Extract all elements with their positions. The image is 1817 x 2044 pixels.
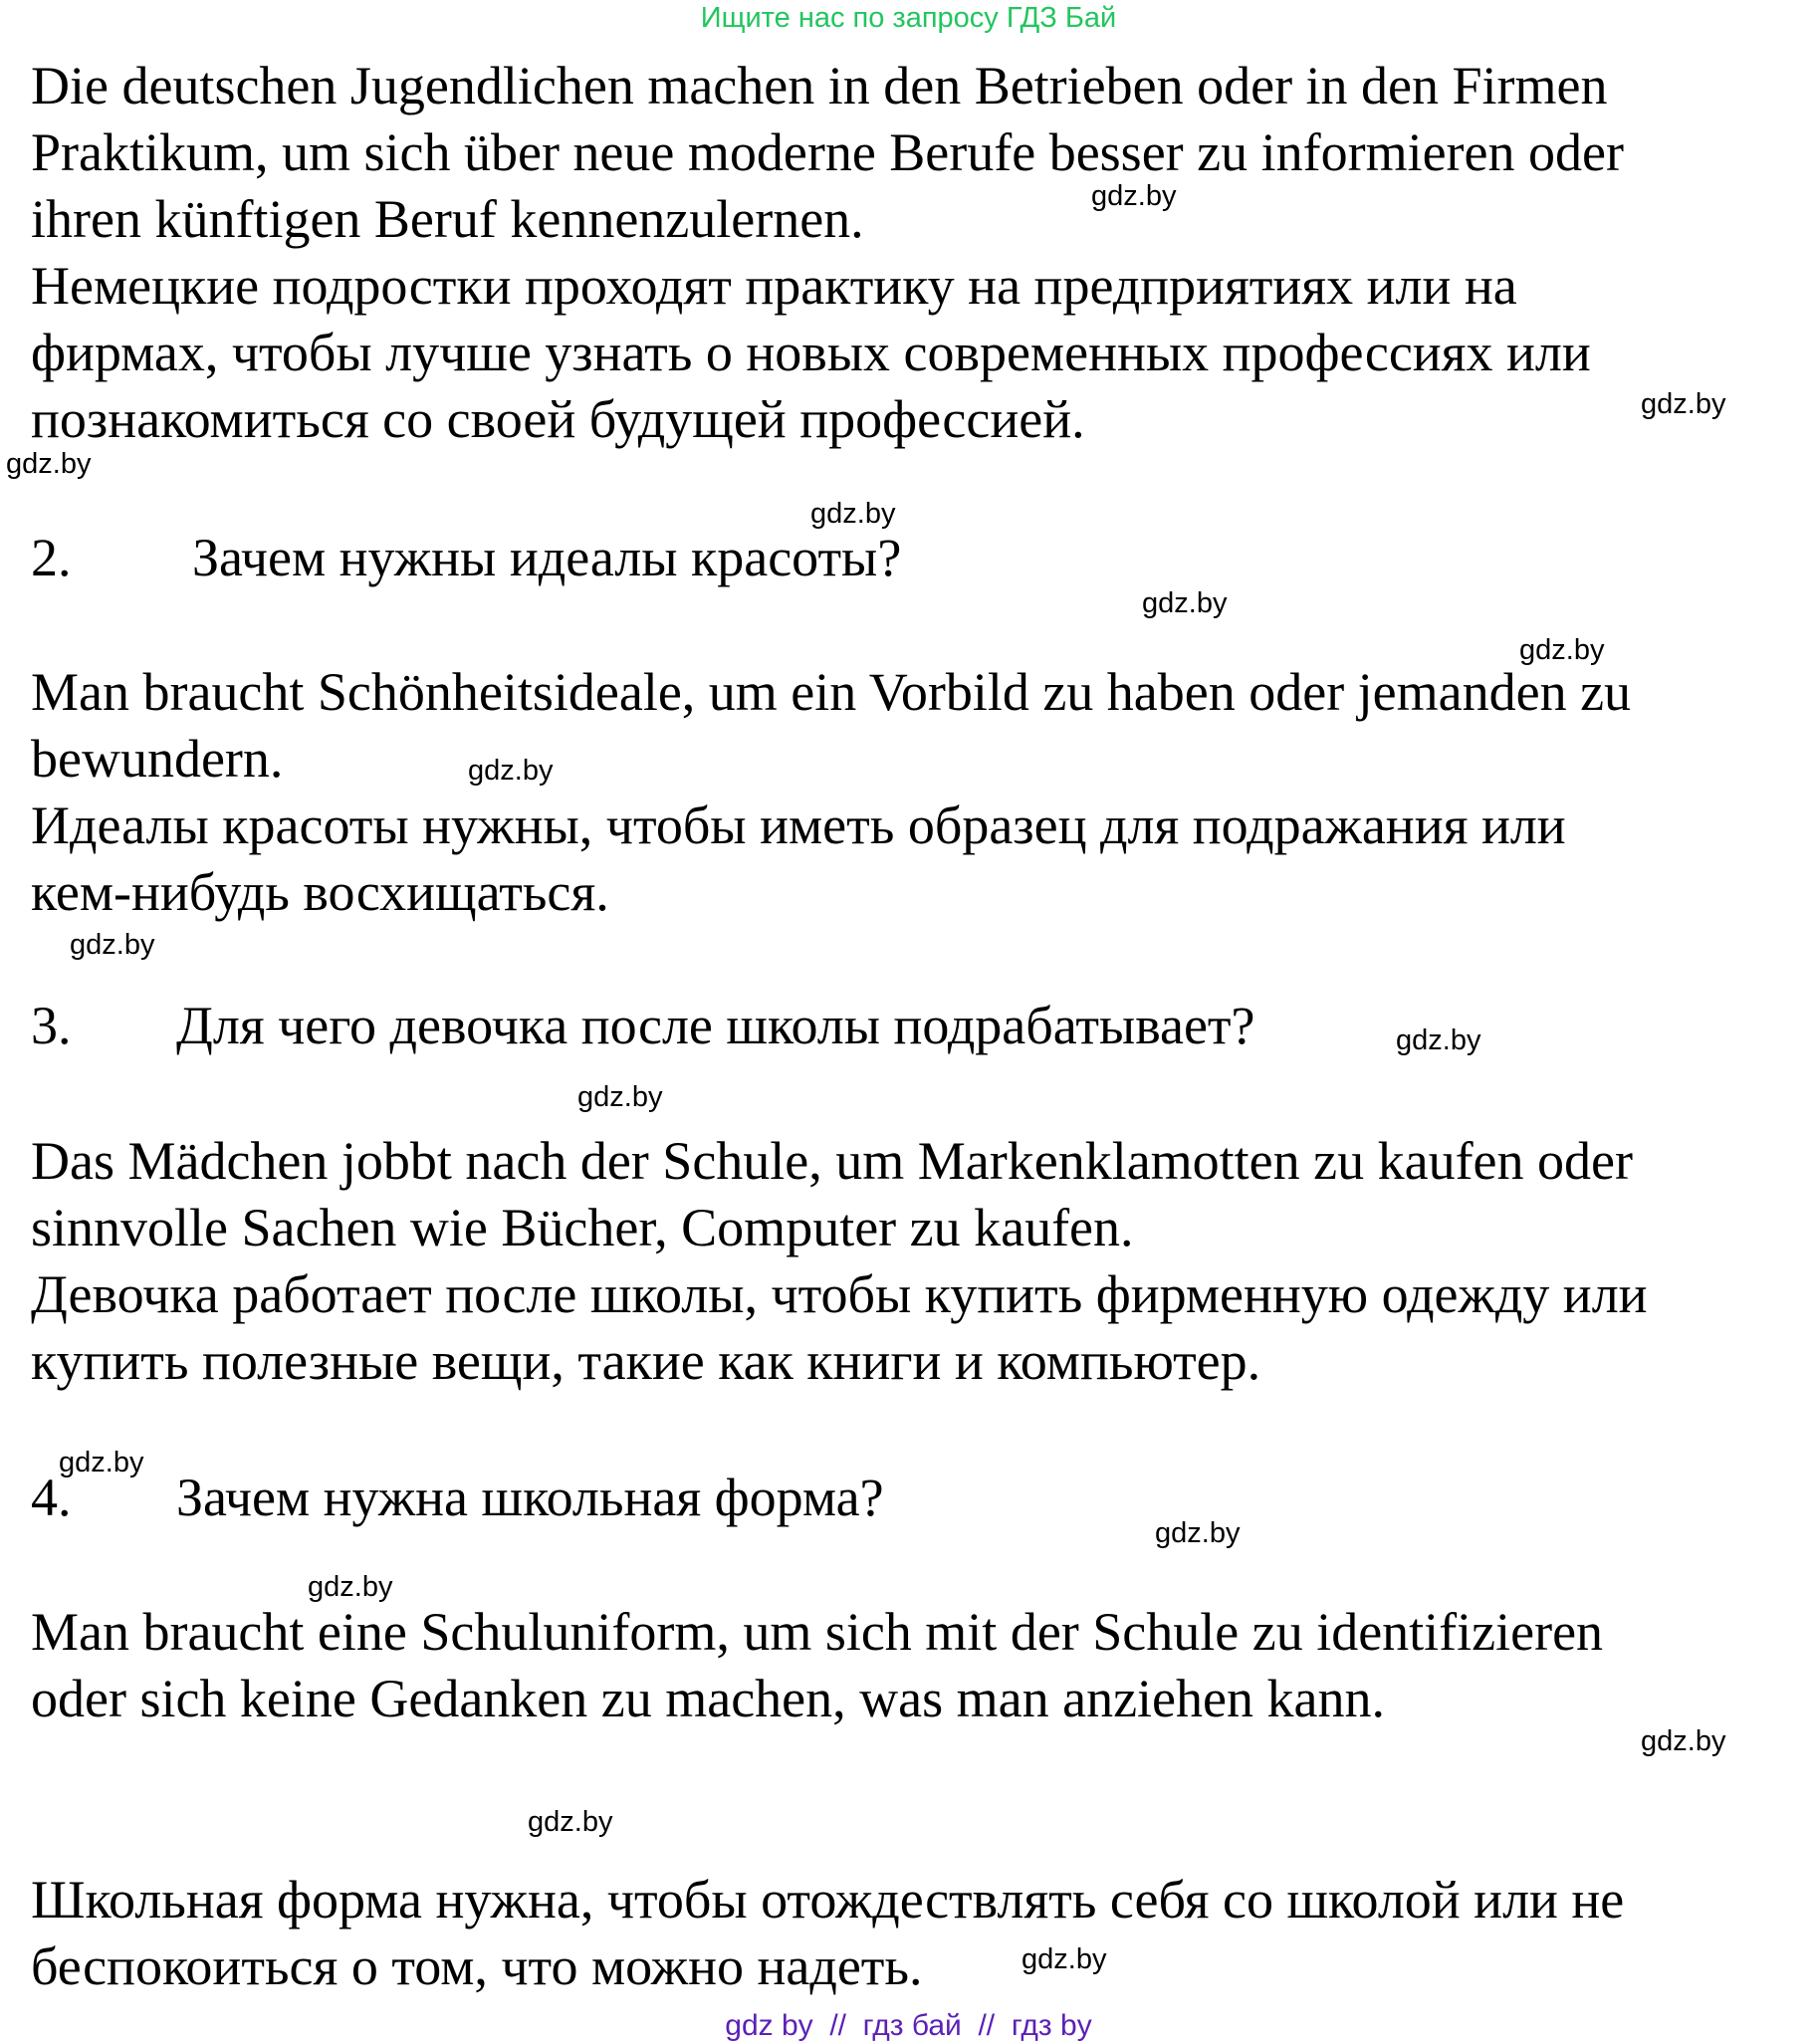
watermark: gdz.by (1155, 1517, 1241, 1549)
watermark: gdz.by (1091, 180, 1177, 212)
answer-3-german-line-1: Das Mädchen jobbt nach der Schule, um Markenklamotten zu kaufen oder (31, 1131, 1633, 1191)
question-3-number: 3. (31, 996, 72, 1055)
question-4-text: Зачем нужна школьная форма? (176, 1468, 884, 1527)
watermark: gdz.by (1022, 1943, 1107, 1975)
answer-4-russian-line-2: беспокоиться о том, что можно надеть. (31, 1936, 923, 1996)
watermark: gdz.by (308, 1571, 393, 1603)
watermark: gdz.by (810, 498, 896, 530)
watermark: gdz.by (528, 1806, 613, 1838)
answer-4-german-line-2: oder sich keine Gedanken zu machen, was man anziehen kann. (31, 1669, 1385, 1728)
watermark: gdz.by (59, 1447, 144, 1478)
answer-4-russian-line-1: Школьная форма нужна, чтобы отождествлять себя со школой или не (31, 1870, 1625, 1930)
block1-russian-line-1: Немецкие подростки проходят практику на предприятиях или на (31, 256, 1517, 316)
question-3-text: Для чего девочка после школы подрабатывает? (176, 996, 1255, 1055)
watermark: gdz.by (1519, 634, 1605, 666)
search-hint-header: Ищите нас по запросу ГДЗ Бай (700, 2, 1117, 34)
watermark: gdz.by (70, 929, 155, 961)
question-2-text: Зачем нужны идеалы красоты? (192, 528, 902, 587)
answer-2-german-line-2: bewundern. (31, 729, 284, 789)
watermark: gdz.by (1641, 388, 1726, 420)
footer-site-links: gdz by // гдз бай // гдз by (725, 2009, 1092, 2042)
block1-russian-line-2: фирмах, чтобы лучше узнать о новых современных профессиях или (31, 323, 1591, 382)
answer-2-russian-line-1: Идеалы красоты нужны, чтобы иметь образец для подражания или (31, 795, 1566, 855)
block1-german-line-1: Die deutschen Jugendlichen machen in den Betrieben oder in den Firmen (31, 56, 1608, 115)
watermark: gdz.by (1396, 1024, 1481, 1056)
question-2-number: 2. (31, 528, 72, 587)
block1-german-line-2: Praktikum, um sich über neue moderne Berufe besser zu informieren oder (31, 122, 1624, 182)
question-4-number: 4. (31, 1468, 72, 1527)
block1-russian-line-3: познакомиться со своей будущей профессией. (31, 389, 1085, 449)
answer-2-german-line-1: Man braucht Schönheitsideale, um ein Vorbild zu haben oder jemanden zu (31, 662, 1632, 722)
watermark: gdz.by (577, 1081, 663, 1113)
watermark: gdz.by (6, 448, 92, 480)
answer-3-russian-line-2: купить полезные вещи, такие как книги и компьютер. (31, 1331, 1261, 1391)
answer-3-russian-line-1: Девочка работает после школы, чтобы купить фирменную одежду или (31, 1264, 1648, 1324)
watermark: gdz.by (468, 755, 554, 787)
answer-2-russian-line-2: кем-нибудь восхищаться. (31, 862, 609, 922)
answer-3-german-line-2: sinnvolle Sachen wie Bücher, Computer zu kaufen. (31, 1198, 1134, 1257)
watermark: gdz.by (1641, 1725, 1726, 1757)
watermark: gdz.by (1142, 587, 1228, 619)
block1-german-line-3: ihren künftigen Beruf kennenzulernen. (31, 189, 864, 249)
answer-4-german-line-1: Man braucht eine Schuluniform, um sich mit der Schule zu identifizieren (31, 1602, 1604, 1662)
